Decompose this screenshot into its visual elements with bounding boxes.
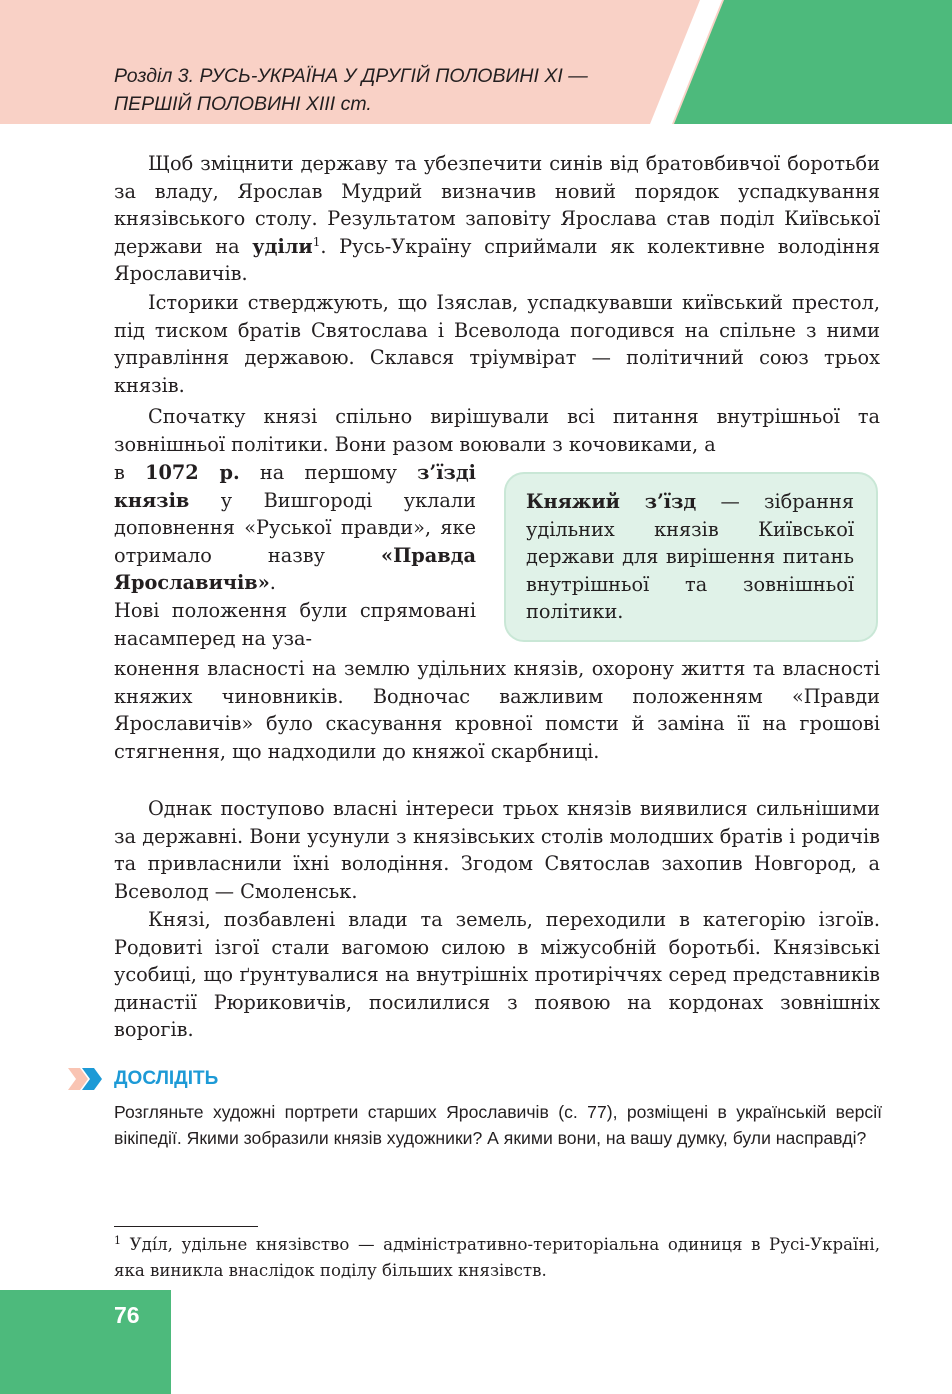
term-kniazi-zizd: з’їзді князів [114,461,476,512]
paragraph-1-text-a: Щоб зміцнити державу та убезпечити синів від братовбивчої боротьби за владу, Ярослав Мудрий визначив новий порядок успадкування князівського столу. Результатом заповіту Ярослава став поділ Київської держави на [114,152,880,258]
paragraph-3-intro [114,403,880,458]
task-text: Розгляньте художні портрети старших Ярославичів (с. 77), розміщені в українській версії вікіпедії. Якими зобразили князів художники? А якими вони, на вашу думку, були насправді? [114,1102,882,1148]
paragraph-4-text-a: Нові положення були спрямовані насамперед на уза- [114,599,476,650]
footnote-divider [114,1226,258,1227]
paragraph-4-text-b: конення власності на землю удільних князів, охорону життя та власності княжих чиновників. Водночас важливим положенням «Правди Ярославичів» було скасування кровної помсти й заміна її на грошові стягнення, що надходили до княжої скарбниці. [114,657,880,763]
footnote [114,1232,880,1284]
paragraph-2-text: Історики стверджують, що Ізяслав, успадкувавши київський престол, під тиском братів Святослава і Всеволода погодився на спільне з ними управління державою. Склався тріумвірат — політичний союз трьох князів. [114,291,880,397]
paragraph-4-start [114,597,476,652]
paragraph-5-text: Однак поступово власні інтереси трьох князів виявилися сильнішими за державні. Вони усунули з князівських столів молодших братів і родичів та привласнили їхні володіння. Згодом Святослав захопив Новгород, а Всеволод — Смоленськ. [114,797,880,903]
paragraph-3-pre: в [114,461,146,484]
definition-box [504,472,878,642]
paragraph-3-continued [114,459,476,597]
paragraph-6-text: Князі, позбавлені влади та земель, переходили в категорію ізгоїв. Родовиті ізгої стали вагомою силою в міжусобній боротьбі. Князівські усобиці, що ґрунтувалися на внутрішніх протиріччях серед представників династії Рюриковичів, посилилися з появою на кордонах зовнішніх ворогів. [114,908,880,1042]
year-1072: 1072 р. [145,461,240,484]
paragraph-6 [114,906,880,1044]
footnote-ref: 1 [312,234,321,249]
paragraph-3-mid: на першому [239,461,418,484]
paragraph-3-end: . [269,571,276,595]
page-number: 76 [114,1302,140,1328]
chapter-title-line1: Розділ 3. РУСЬ-УКРАЇНА У ДРУГІЙ ПОЛОВИНІ XI — [114,65,588,87]
term-udily: уділи [252,234,313,258]
task-heading [68,1066,368,1092]
footnote-text: Уді́л, удільне князівство — адміністративно-територіальна одиниця в Русі-Україні, яка виникла внаслідок поділу більших князівств. [114,1235,880,1280]
paragraph-4-continued [114,655,880,765]
chapter-title [114,62,674,118]
paragraph-1-text-b: . Русь-Україну сприймали як колективне володіння Ярославичів. [114,234,880,286]
task-title: ДОСЛІДІТЬ [114,1068,219,1089]
paragraph-5 [114,795,880,905]
term-pravda-yaroslavychiv: «Правда Ярославичів» [114,543,476,595]
footnote-mark: 1 [114,1234,121,1247]
definition-term: Княжий з’їзд [526,490,697,513]
paragraph-3-rest: у Вишгороді уклали доповнення «Руської правди», яке отримало назву [114,488,476,567]
paragraph-2 [114,289,880,399]
page-number-block [0,1290,171,1394]
chapter-title-line2: ПЕРШІЙ ПОЛОВИНІ XIII ст. [114,93,372,115]
paragraph-1 [114,150,880,288]
paragraph-3-text-a: Спочатку князі спільно вирішували всі питання внутрішньої та зовнішньої політики. Вони разом воювали з кочовиками, а [114,405,880,456]
definition-text: — зібрання удільних князів Київської держави для вирішення питань внутрішньої та зовнішньої політики. [526,490,854,624]
